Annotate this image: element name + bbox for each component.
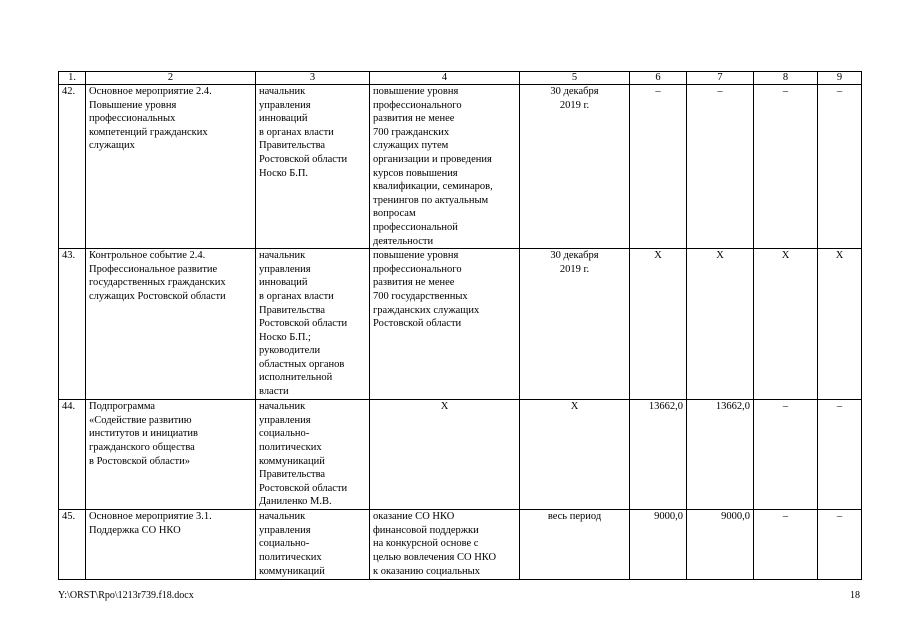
expected-result: повышение уровня профессионального развития не менее 700 государственных гражданских служащих Ростовской области	[370, 249, 520, 400]
table-row	[59, 85, 862, 249]
header-cell: 1.	[59, 72, 86, 85]
event-name: Основное мероприятие 2.4. Повышение уровня профессиональных компетенций гражданских служащих	[86, 85, 256, 249]
expected-result: повышение уровня профессионального развития не менее 700 гражданских служащих путем организации и проведения курсов повышения квалификации, семинаров, тренингов по актуальным вопросам профессиональной деятельности	[370, 85, 520, 249]
value-col9: –	[818, 510, 862, 580]
value-col6: 9000,0	[630, 510, 687, 580]
responsible-cell	[256, 510, 370, 580]
value-col7: 13662,0	[687, 400, 754, 510]
value-col8: –	[754, 510, 818, 580]
result-cell	[370, 510, 520, 580]
table-row	[59, 510, 862, 580]
header-cell: 8	[754, 72, 818, 85]
header-cell: 5	[520, 72, 630, 85]
header-cell: 3	[256, 72, 370, 85]
value-col7: 9000,0	[687, 510, 754, 580]
row-number: 42.	[59, 85, 86, 249]
responsible-executor: начальник управления инноваций в органах власти Правительства Ростовской области Носко Б.П.	[256, 85, 370, 249]
event-name: Контрольное событие 2.4. Профессиональное развитие государственных гражданских служащих Ростовской области	[86, 249, 256, 400]
table-header-row	[59, 72, 862, 85]
value-col7: Х	[687, 249, 754, 400]
value-col9: –	[818, 85, 862, 249]
table-row	[59, 400, 862, 510]
expected-result: оказание СО НКО финансовой поддержки на конкурсной основе с целью вовлечения СО НКО к оказанию социальных	[373, 511, 497, 577]
value-col6: 13662,0	[630, 400, 687, 510]
plan-table	[58, 71, 862, 580]
row-number: 45.	[59, 510, 86, 580]
deadline-date: весь период	[520, 510, 630, 580]
table-row	[59, 249, 862, 400]
header-cell: 7	[687, 72, 754, 85]
header-cell: 4	[370, 72, 520, 85]
value-col6: –	[630, 85, 687, 249]
value-col8: –	[754, 400, 818, 510]
row-number: 44.	[59, 400, 86, 510]
deadline-date: 30 декабря 2019 г.	[520, 249, 630, 400]
value-col6: Х	[630, 249, 687, 400]
deadline-date: Х	[520, 400, 630, 510]
value-col8: –	[754, 85, 818, 249]
header-cell: 6	[630, 72, 687, 85]
value-col9: Х	[818, 249, 862, 400]
expected-result: Х	[370, 400, 520, 510]
header-cell: 9	[818, 72, 862, 85]
responsible-executor: начальник управления социально- политических коммуникаций Правительства Ростовской области Даниленко М.В.	[256, 400, 370, 510]
responsible-executor: начальник управления инноваций в органах власти Правительства Ростовской области Носко Б.П.; руководители областных органов исполнительной власти	[256, 249, 370, 400]
deadline-date: 30 декабря 2019 г.	[520, 85, 630, 249]
event-name: Подпрограмма «Содействие развитию институтов и инициатив гражданского общества в Ростовской области»	[86, 400, 256, 510]
header-cell: 2	[86, 72, 256, 85]
value-col8: Х	[754, 249, 818, 400]
responsible-executor: начальник управления социально- политических коммуникаций	[259, 511, 325, 577]
footer-file-path: Y:\ORST\Rpo\1213r739.f18.docx	[58, 590, 194, 601]
page-number: 18	[850, 590, 860, 601]
value-col9: –	[818, 400, 862, 510]
event-name: Основное мероприятие 3.1. Поддержка СО НКО	[86, 510, 256, 580]
value-col7: –	[687, 85, 754, 249]
row-number: 43.	[59, 249, 86, 400]
